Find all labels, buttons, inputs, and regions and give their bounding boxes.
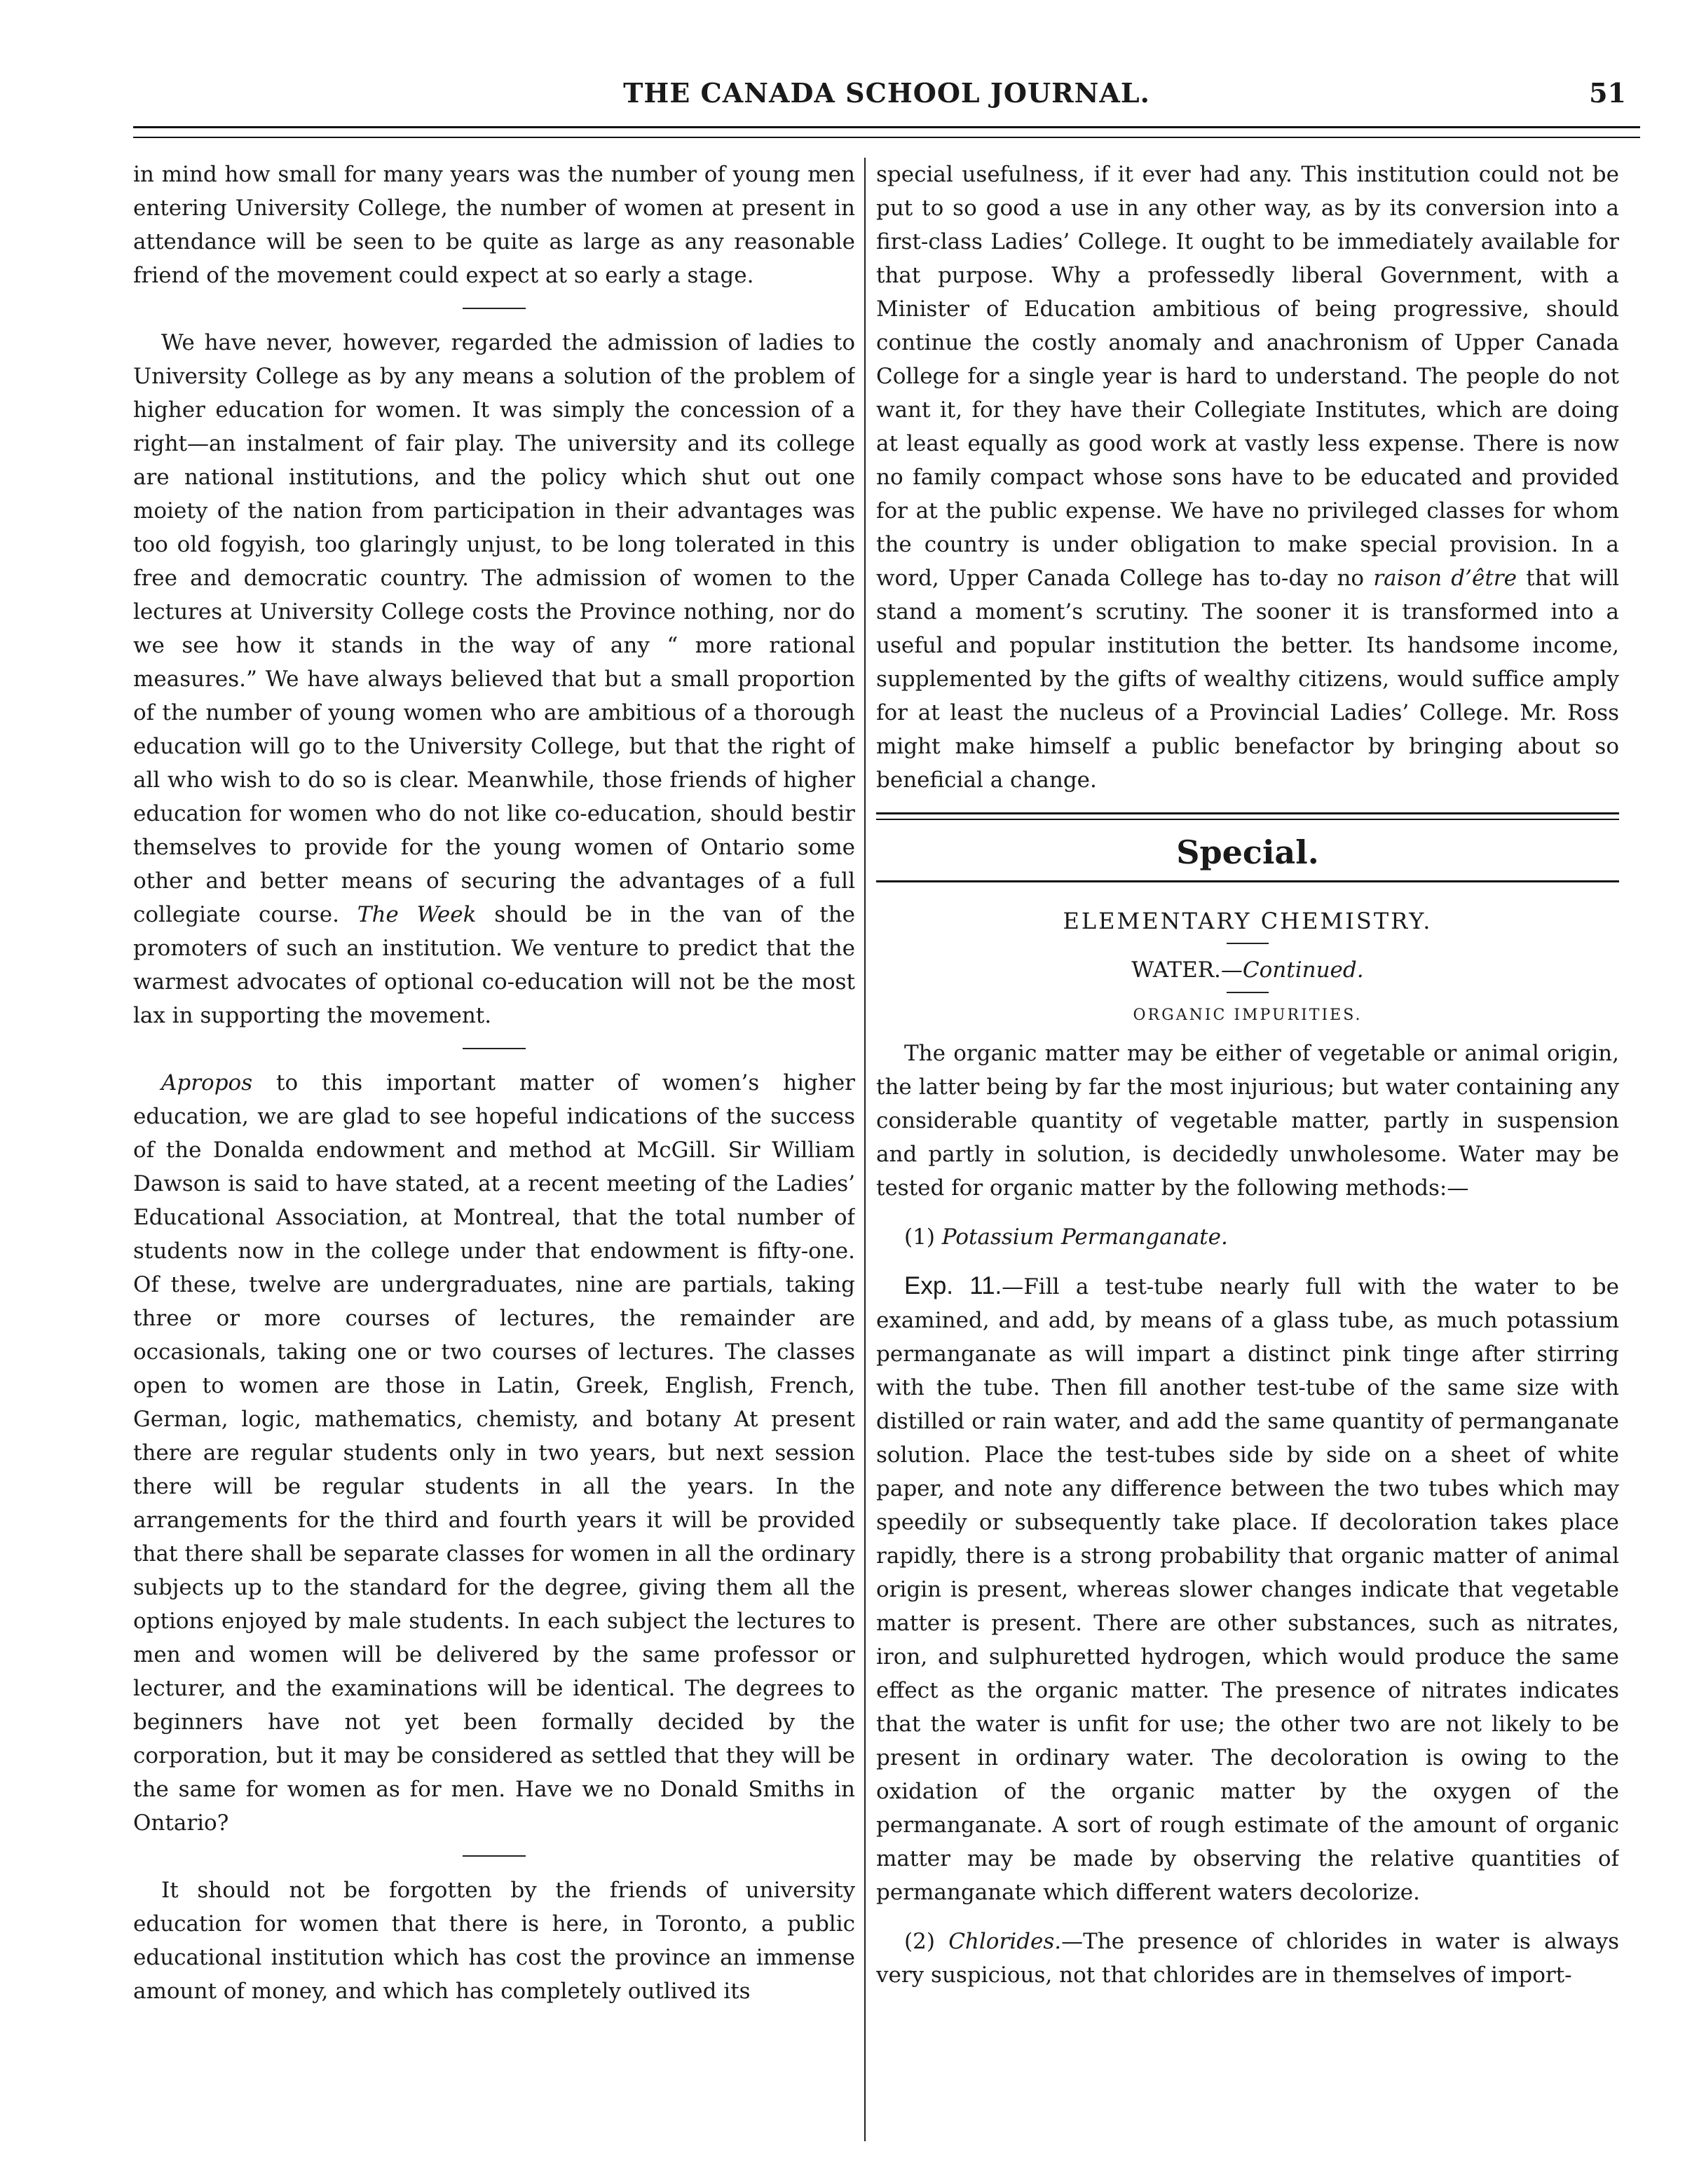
page-number: 51 (1589, 77, 1626, 109)
right-column (876, 158, 1619, 2162)
right-paragraph-1-text-a: special usefulness, if it ever had any. This institution could not be put to so good a use in any other way, as by its conversion into a first-class Ladies’ College. It ought to be immediately available for that purpose. Why a professedly liberal Government, with a Minister of Education ambitious of being progressive, should continue the costly anomaly and anachronism of Upper Canada College for a single year is hard to understand. The people do not want it, for they have their Collegiate Institutes, which are doing at least equally as good work at vastly less expense. There is now no family compact whose sons have to be educated and provided for at the public expense. We have no privileged classes for whom the country is under obligation to make special provision. In a word, Upper Canada College has to-day no (876, 162, 1619, 591)
header-rule (133, 126, 1640, 138)
the-week-title: The Week (357, 902, 477, 927)
journal-title: THE CANADA SCHOOL JOURNAL. (623, 77, 1150, 109)
special-heading: Special. (876, 824, 1619, 882)
page-header (133, 70, 1640, 119)
section-separator (463, 1855, 526, 1857)
title-separator (1227, 943, 1269, 944)
column-divider (864, 158, 866, 2141)
method-1-number: (1) (904, 1224, 935, 1250)
subtitle-separator (1227, 992, 1269, 993)
subtitle-main: WATER.— (1131, 957, 1243, 983)
raison-detre: raison d’être (1373, 566, 1517, 591)
subsection-title: ORGANIC IMPURITIES. (1133, 1006, 1363, 1024)
section-separator (463, 1048, 526, 1049)
left-paragraph-2-text-a: We have never, however, regarded the admission of ladies to University College as by any means a solution of the problem of higher education for women. It was simply the concession of a right—an instalment of fair play. The university and its college are national institutions, and the policy which shut out one moiety of the nation from participation in their advantages was too old fogyish, too glaringly unjust, to be long tolerated in this free and democratic country. The admission of women to the lectures at University College costs the Province nothing, nor do we see how it stands in the way of any “ more rational measures.” We have always believed that but a small proportion of the number of young women who are ambitious of a thorough education will go to the University College, but that the right of all who wish to do so is clear. Meanwhile, those friends of higher education for women who do not like co-education, should bestir themselves to provide for the young women of Ontario some other and better means of securing the advantages of a full collegiate course. (133, 330, 855, 927)
section-title: ELEMENTARY CHEMISTRY. (1063, 908, 1433, 934)
apropos-word: Apropos (161, 1070, 253, 1096)
left-paragraph-1: in mind how small for many years was the number of young men entering University College, the number of women at present in attendance will be seen to be quite as large as any reasonable friend of the movement could expect at so early a stage. (133, 162, 855, 288)
experiment-11 (876, 1269, 1619, 1909)
subtitle-continued: Continued. (1242, 957, 1364, 983)
subtitle (876, 953, 1619, 988)
method-2 (876, 1925, 1619, 1992)
left-paragraph-3-text: to this important matter of women’s higher education, we are glad to see hopeful indications of the success of the Donalda endowment and method at McGill. Sir William Dawson is said to have stated, at a recent meeting of the Ladies’ Educational Association, at Montreal, that the total number of students now in the college under that endowment is fifty-one. Of these, twelve are undergraduates, nine are partials, taking three or more courses of lectures, the remainder are occasionals, taking one or two courses of lectures. The classes open to women are those in Latin, Greek, English, French, German, logic, mathematics, chemisty, and botany At present there are regular students only in two years, but next session there will be regular students in all the years. In the arrangements for the third and fourth years it will be provided that there shall be separate classes for women in all the ordinary subjects up to the standard for the degree, giving them all the options enjoyed by male students. In each subject the lectures to men and women will be delivered by the same professor or lecturer, and the examinations will be identical. The degrees to beginners have not yet been formally decided by the corporation, but it may be considered as settled that they will be the same for women as for men. Have we no Donald Smiths in Ontario? (133, 1070, 855, 1836)
right-paragraph-2: The organic matter may be either of vegetable or animal origin, the latter being by far the most injurious; but water containing any considerable quantity of vegetable matter, partly in suspension and partly in solution, is decidedly unwholesome. Water may be tested for organic matter by the following methods:— (876, 1041, 1619, 1201)
experiment-label: Exp. 11. (904, 1272, 1002, 1299)
left-paragraph-3 (133, 1066, 855, 1840)
special-rule (876, 812, 1619, 820)
right-paragraph-1 (876, 158, 1619, 797)
method-1-heading (876, 1220, 1619, 1254)
right-paragraph-1-text-b: that will stand a moment’s scrutiny. The sooner it is transformed into a useful and popular institution the better. Its handsome income, supplemented by the gifts of wealthy citizens, would suffice amply for at least the nucleus of a Provincial Ladies’ College. Mr. Ross might make himself a public benefactor by bringing about so beneficial a change. (876, 566, 1619, 793)
left-paragraph-4: It should not be forgotten by the friends of university education for women that there is here, in Toronto, a public educational institution which has cost the province an immense amount of money, and which has completely outlived its (133, 1878, 855, 2004)
method-2-name: Chlorides. (948, 1929, 1062, 1954)
method-2-number: (2) (904, 1929, 935, 1954)
section-separator (463, 308, 526, 309)
experiment-text: —Fill a test-tube nearly full with the water to be examined, and add, by means of a glass tube, as much potassium permanganate as will impart a distinct pink tinge after stirring with the tube. Then fill another test-tube of the same size with distilled or rain water, and add the same quantity of permanganate solution. Place the test-tubes side by side on a sheet of white paper, and note any difference between the two tubes which may speedily or subsequently take place. If decoloration takes place rapidly, there is a strong probability that organic matter of animal origin is present, whereas slower changes indicate that vegetable matter is present. There are other substances, such as nitrates, iron, and sulphuretted hydrogen, which would produce the same effect as the organic matter. The presence of nitrates indicates that the water is unfit for use; the other two are not likely to be present in ordinary water. The decoloration is owing to the oxidation of the organic matter by the oxygen of the permanganate. A sort of rough estimate of the amount of organic matter may be made by observing the relative quantities of permanganate which different waters decolorize. (876, 1274, 1619, 1905)
left-column (133, 158, 855, 2162)
left-paragraph-2-text-b: should be in the van of the promoters of such an institution. We venture to predict that the warmest advocates of optional co-education will not be the most lax in supporting the movement. (133, 902, 855, 1028)
method-1-name: Potassium Permanganate. (941, 1224, 1228, 1250)
left-paragraph-2 (133, 326, 855, 1032)
method-2-text: —The presence of chlorides in water is always very suspicious, not that chlorides are in themselves of import- (876, 1929, 1619, 1988)
